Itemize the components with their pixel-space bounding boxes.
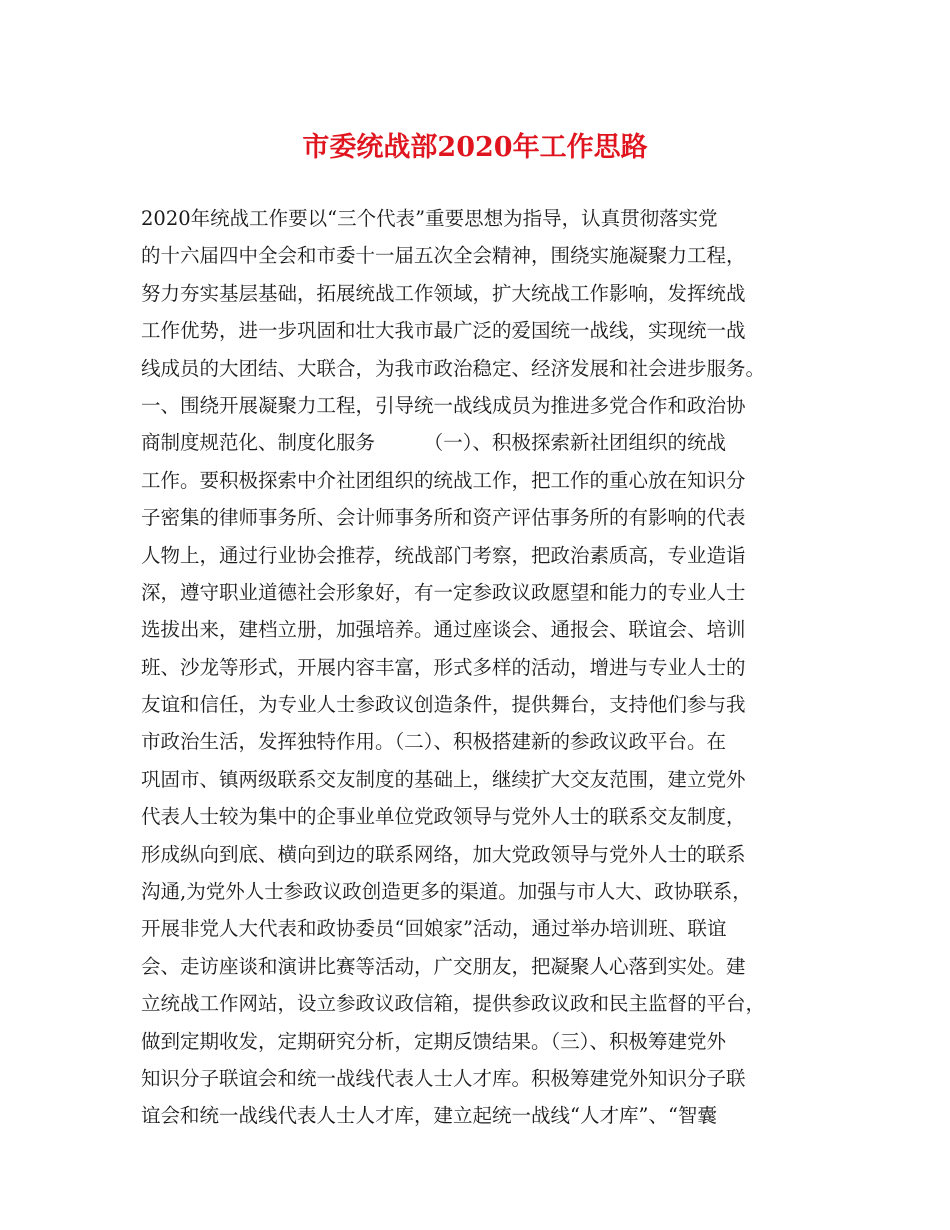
body-line: 努力夯实基层基础，拓展统战工作领域，扩大统战工作影响，发挥统战 [141,281,746,305]
body-line: 形成纵向到底、横向到边的联系网络，加大党政领导与党外人士的联系 [141,842,746,866]
body-line: 线成员的大团结、大联合，为我市政治稳定、经济发展和社会进步服务。 [141,356,766,380]
body-line: 巩固市、镇两级联系交友制度的基础上，继续扩大交友范围，建立党外 [141,767,746,791]
body-line: 开展非党人大代表和政协委员“回娘家”活动，通过举办培训班、联谊 [141,917,727,941]
document-body [141,200,821,1135]
body-line: 市政治生活，发挥独特作用。（二）、积极搭建新的参政议政平台。在 [141,730,727,754]
body-line: 沟通,为党外人士参政议政创造更多的渠道。加强与市人大、政协联系， [141,880,752,904]
document-title: 市委统战部2020年工作思路 [302,132,648,163]
body-line: 班、沙龙等形式，开展内容丰富，形式多样的活动，增进与专业人士的 [141,655,746,679]
body-line: 谊会和统一战线代表人士人才库，建立起统一战线“人才库”、“智囊 [141,1104,717,1128]
body-line: 做到定期收发，定期研究分析，定期反馈结果。（三）、积极筹建党外 [141,1029,727,1053]
body-line: 立统战工作网站，设立参政议政信箱，提供参政议政和民主监督的平台， [141,992,766,1016]
body-line: 的十六届四中全会和市委十一届五次全会精神，围绕实施凝聚力工程， [141,244,746,268]
body-line: 一、围绕开展凝聚力工程，引导统一战线成员为推进多党合作和政治协 [141,393,746,417]
body-line: 选拔出来，建档立册，加强培养。通过座谈会、通报会、联谊会、培训 [141,618,746,642]
body-line: 子密集的律师事务所、会计师事务所和资产评估事务所的有影响的代表 [141,506,746,530]
body-line: 人物上，通过行业协会推荐，统战部门考察，把政治素质高，专业造诣 [141,543,746,567]
body-line: 会、走访座谈和演讲比赛等活动，广交朋友，把凝聚人心落到实处。建 [141,954,746,978]
body-line: 友谊和信任，为专业人士参政议创造条件，提供舞台，支持他们参与我 [141,693,746,717]
body-line: 工作。要积极探索中介社团组织的统战工作，把工作的重心放在知识分 [141,468,746,492]
body-line: 深，遵守职业道德社会形象好，有一定参政议政愿望和能力的专业人士 [141,580,746,604]
body-line: 工作优势，进一步巩固和壮大我市最广泛的爱国统一战线，实现统一战 [141,319,746,343]
body-line: 知识分子联谊会和统一战线代表人士人才库。积极筹建党外知识分子联 [141,1066,746,1090]
body-line: 商制度规范化、制度化服务 （一）、积极探索新社团组织的统战 [141,431,727,455]
body-line: 2020年统战工作要以“三个代表”重要思想为指导，认真贯彻落实党 [141,207,718,230]
body-line: 代表人士较为集中的企事业单位党政领导与党外人士的联系交友制度， [141,805,746,829]
